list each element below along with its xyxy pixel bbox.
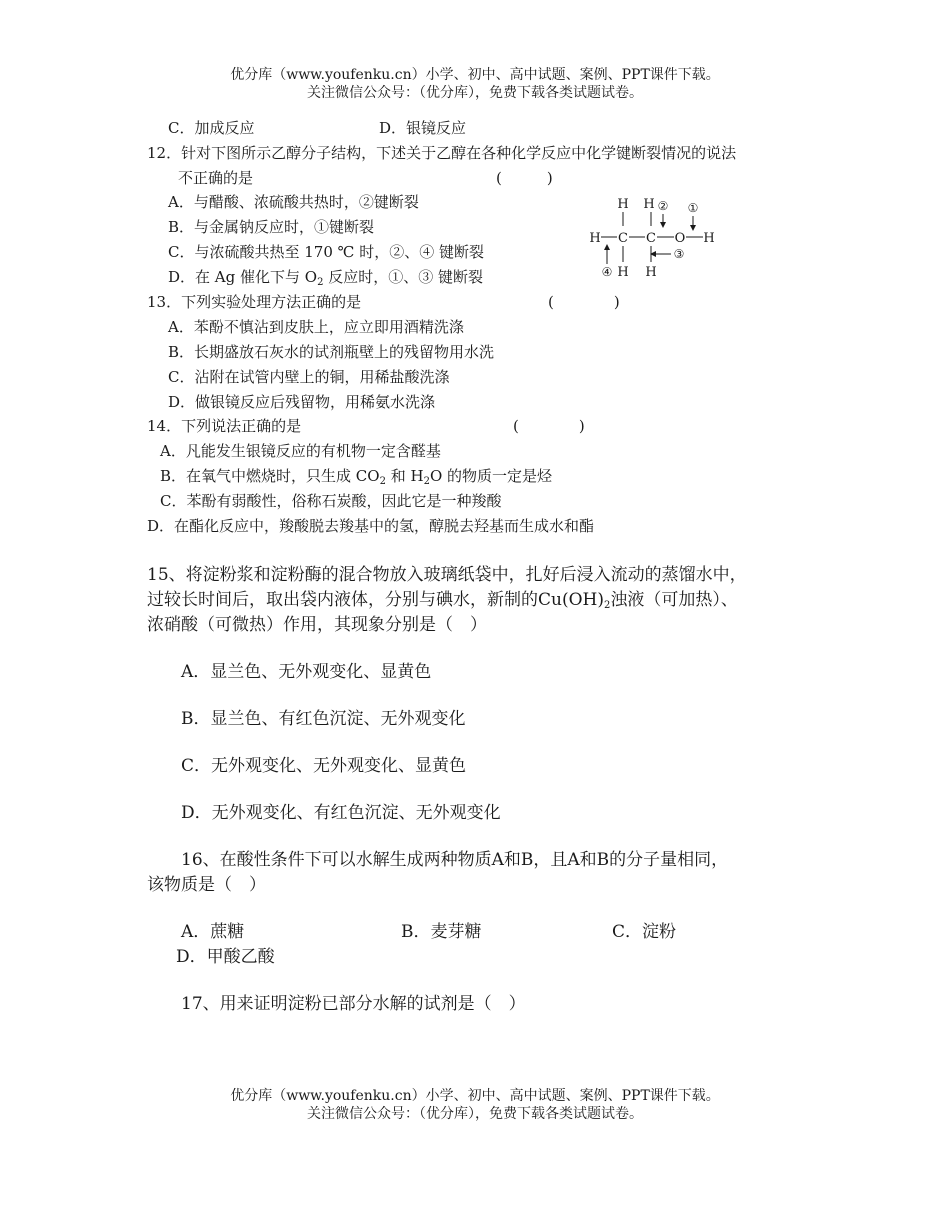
q15-option-d: D．无外观变化、有红色沉淀、无外观变化 xyxy=(181,803,501,823)
atom-h-top-c1: H xyxy=(617,197,629,212)
bond-label-2: ② xyxy=(657,199,669,213)
q16-stem-line-1: 16、在酸性条件下可以水解生成两种物质A和B，且A和B的分子量相同， xyxy=(181,850,729,870)
q14-option-b: B．在氧气中燃烧时，只生成 $CO_2$ 和 $H_2O$ 的物质一定是烃 xyxy=(160,467,553,487)
bond-label-3: ③ xyxy=(673,247,685,261)
q12-option-d: D．在 Ag 催化下与 $O_2$ 反应时，①、③ 键断裂 xyxy=(168,268,483,288)
q13-option-c: C．沾附在试管内壁上的铜，用稀盐酸洗涤 xyxy=(168,368,450,386)
atom-c1: C xyxy=(618,231,628,246)
q17-stem: 17、用来证明淀粉已部分水解的试剂是（ ） xyxy=(181,994,526,1014)
header-line-2: 关注微信公众号：（优分库），免费下载各类试题试卷。 xyxy=(307,85,643,101)
atom-o: O xyxy=(674,231,686,246)
q13-option-a: A．苯酚不慎沾到皮肤上，应立即用酒精洗涤 xyxy=(168,318,464,336)
q13-stem: 13．下列实验处理方法正确的是 xyxy=(147,293,362,311)
q15-stem-line-2: 过较长时间后，取出袋内液体，分别与碘水，新制的$Cu(OH)_2$浊液（可加热）、 xyxy=(147,590,738,611)
q14-answer-paren: ( ) xyxy=(513,417,585,435)
q16-stem-line-2: 该物质是（ ） xyxy=(147,875,266,895)
q16-option-c: C．淀粉 xyxy=(612,922,677,942)
atom-h-top-c2: H xyxy=(643,197,655,212)
q14-option-a: A．凡能发生银镜反应的有机物一定含醛基 xyxy=(160,442,441,460)
q16-option-a: A．蔗糖 xyxy=(181,922,245,942)
q15-option-b: B．显兰色、有红色沉淀、无外观变化 xyxy=(181,709,466,729)
q14-option-c: C．苯酚有弱酸性，俗称石炭酸，因此它是一种羧酸 xyxy=(160,492,502,510)
q12-answer-paren: ( ) xyxy=(496,169,553,187)
q14-option-d: D．在酯化反应中，羧酸脱去羧基中的氢，醇脱去羟基而生成水和酯 xyxy=(147,517,595,535)
q14-stem: 14．下列说法正确的是 xyxy=(147,417,302,435)
atom-h-bottom-c1: H xyxy=(617,265,629,280)
bond-label-1: ① xyxy=(687,201,699,215)
q12-option-b: B．与金属钠反应时，①键断裂 xyxy=(168,218,375,236)
q13-option-b: B．长期盛放石灰水的试剂瓶壁上的残留物用水洗 xyxy=(168,343,495,361)
bond-label-4: ④ xyxy=(601,265,613,279)
q15-stem-line-1: 15、将淀粉浆和淀粉酶的混合物放入玻璃纸袋中，扎好后浸入流动的蒸馏水中， xyxy=(147,565,747,585)
atom-h-right: H xyxy=(703,231,715,246)
footer-line-1: 优分库（www.youfenku.cn）小学、初中、高中试题、案例、PPT课件下载。 xyxy=(230,1088,720,1104)
q13-option-d: D．做银镜反应后残留物，用稀氨水洗涤 xyxy=(168,393,436,411)
q15-stem-line-3: 浓硝酸（可微热）作用，其现象分别是（ ） xyxy=(147,615,487,635)
q12-stem-line-2: 不正确的是 xyxy=(178,169,254,187)
q11-option-d: D．银镜反应 xyxy=(379,119,467,137)
q12-option-c: C．与浓硫酸共热至 170 ℃ 时，②、④ 键断裂 xyxy=(168,243,484,261)
q12-option-a: A．与醋酸、浓硫酸共热时，②键断裂 xyxy=(168,193,419,211)
ethanol-structure-diagram xyxy=(585,192,725,282)
q11-option-c: C．加成反应 xyxy=(168,119,255,137)
q13-answer-paren: ( ) xyxy=(548,293,620,311)
q16-option-d: D．甲酸乙酸 xyxy=(176,947,275,967)
q12-stem-line-1: 12．针对下图所示乙醇分子结构，下述关于乙醇在各种化学反应中化学键断裂情况的说法 xyxy=(147,144,737,162)
footer-line-2: 关注微信公众号：（优分库），免费下载各类试题试卷。 xyxy=(307,1106,643,1122)
q16-option-b: B．麦芽糖 xyxy=(401,922,482,942)
atom-h-bottom-c2: H xyxy=(645,265,657,280)
atom-c2: C xyxy=(646,231,656,246)
q15-option-c: C．无外观变化、无外观变化、显黄色 xyxy=(181,756,467,776)
atom-h-left: H xyxy=(589,231,601,246)
q15-option-a: A．显兰色、无外观变化、显黄色 xyxy=(181,662,432,682)
header-line-1: 优分库（www.youfenku.cn）小学、初中、高中试题、案例、PPT课件下载。 xyxy=(230,67,720,83)
